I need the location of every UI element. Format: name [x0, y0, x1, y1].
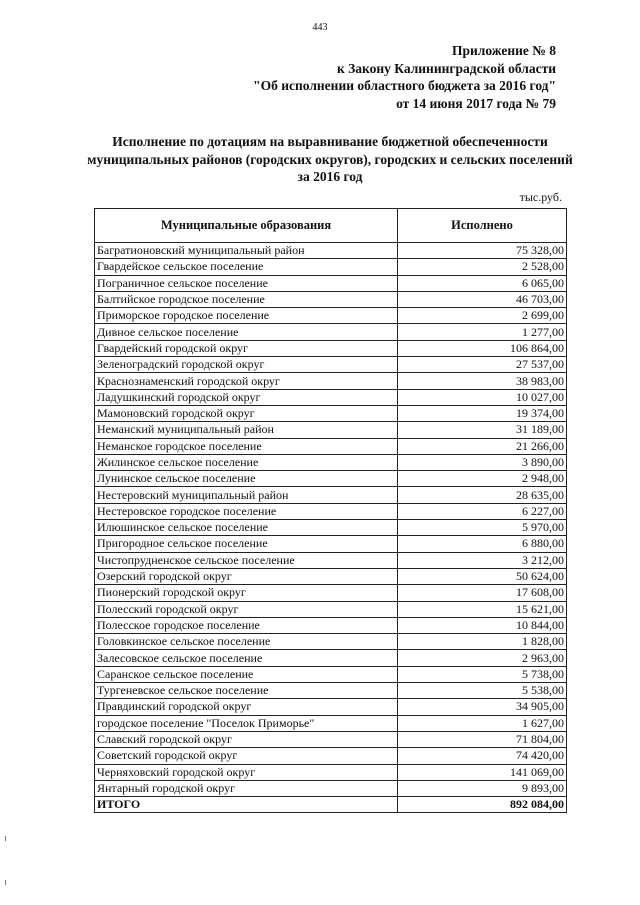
margin-mark	[5, 836, 6, 841]
table-row	[95, 764, 567, 780]
table-row	[95, 340, 567, 356]
municipality-name: Илюшинское сельское поселение	[95, 520, 398, 536]
executed-amount: 75 328,00	[398, 243, 567, 259]
table-row	[95, 438, 567, 454]
municipality-name: Приморское городское поселение	[95, 308, 398, 324]
executed-amount: 1 277,00	[398, 324, 567, 340]
table-row	[95, 405, 567, 421]
table-row	[95, 357, 567, 373]
margin-mark	[5, 880, 6, 885]
executed-amount: 10 844,00	[398, 617, 567, 633]
appendix-law-reference: к Закону Калининградской области	[336, 60, 556, 76]
municipality-name: Славский городской округ	[95, 731, 398, 747]
table-row	[95, 568, 567, 584]
executed-amount: 38 983,00	[398, 373, 567, 389]
table-row	[95, 552, 567, 568]
execution-table	[94, 208, 567, 813]
table-row	[95, 487, 567, 503]
total-row	[95, 797, 567, 813]
municipality-name: Черняховский городской округ	[95, 764, 398, 780]
municipality-name: Краснознаменский городской округ	[95, 373, 398, 389]
executed-amount: 2 699,00	[398, 308, 567, 324]
table-row	[95, 503, 567, 519]
municipality-name: Лунинское сельское поселение	[95, 471, 398, 487]
municipality-name: городское поселение "Поселок Приморье"	[95, 715, 398, 731]
executed-amount: 1 828,00	[398, 634, 567, 650]
executed-amount: 3 212,00	[398, 552, 567, 568]
table-row	[95, 275, 567, 291]
table-row	[95, 601, 567, 617]
executed-amount: 2 528,00	[398, 259, 567, 275]
municipality-name: Жилинское сельское поселение	[95, 454, 398, 470]
table-row	[95, 471, 567, 487]
table-row	[95, 422, 567, 438]
appendix-law-date: от 14 июня 2017 года № 79	[396, 95, 556, 111]
executed-amount: 6 065,00	[398, 275, 567, 291]
executed-amount: 2 948,00	[398, 471, 567, 487]
municipality-name: Зеленоградский городской округ	[95, 357, 398, 373]
table-body	[95, 243, 567, 797]
executed-amount: 71 804,00	[398, 731, 567, 747]
table-row	[95, 699, 567, 715]
executed-amount: 5 738,00	[398, 666, 567, 682]
table-row	[95, 731, 567, 747]
title-line-1: Исполнение по дотациям на выравнивание бюджетной обеспеченности	[112, 134, 548, 149]
units-label: тыс.руб.	[519, 190, 562, 204]
municipality-name: Чистопрудненское сельское поселение	[95, 552, 398, 568]
municipality-name: Головкинское сельское поселение	[95, 634, 398, 650]
table-row	[95, 324, 567, 340]
document-title	[60, 133, 600, 186]
executed-amount: 74 420,00	[398, 748, 567, 764]
header-municipality: Муниципальные образования	[95, 209, 398, 243]
municipality-name: Нестеровское городское поселение	[95, 503, 398, 519]
executed-amount: 15 621,00	[398, 601, 567, 617]
municipality-name: Пограничное сельское поселение	[95, 275, 398, 291]
executed-amount: 28 635,00	[398, 487, 567, 503]
municipality-name: Гвардейский городской округ	[95, 340, 398, 356]
table-row	[95, 748, 567, 764]
table-row	[95, 780, 567, 796]
table-row	[95, 715, 567, 731]
municipality-name: Саранское сельское поселение	[95, 666, 398, 682]
municipality-name: Озерский городской округ	[95, 568, 398, 584]
appendix-header	[253, 42, 556, 112]
municipality-name: Залесовское сельское поселение	[95, 650, 398, 666]
executed-amount: 21 266,00	[398, 438, 567, 454]
executed-amount: 17 608,00	[398, 585, 567, 601]
municipality-name: Неманское городское поселение	[95, 438, 398, 454]
municipality-name: Полесское городское поселение	[95, 617, 398, 633]
municipality-name: Неманский муниципальный район	[95, 422, 398, 438]
municipality-name: Гвардейское сельское поселение	[95, 259, 398, 275]
table-row	[95, 373, 567, 389]
appendix-law-title: "Об исполнении областного бюджета за 2016 год"	[253, 78, 556, 93]
executed-amount: 141 069,00	[398, 764, 567, 780]
executed-amount: 46 703,00	[398, 291, 567, 307]
table-row	[95, 683, 567, 699]
executed-amount: 9 893,00	[398, 780, 567, 796]
executed-amount: 2 963,00	[398, 650, 567, 666]
table-row	[95, 617, 567, 633]
municipality-name: Полесский городской округ	[95, 601, 398, 617]
table-row	[95, 454, 567, 470]
table-row	[95, 389, 567, 405]
municipality-name: Пионерский городской округ	[95, 585, 398, 601]
title-line-3: за 2016 год	[297, 169, 363, 184]
executed-amount: 19 374,00	[398, 405, 567, 421]
table-row	[95, 308, 567, 324]
municipality-name: Пригородное сельское поселение	[95, 536, 398, 552]
executed-amount: 6 880,00	[398, 536, 567, 552]
total-value: 892 084,00	[398, 797, 567, 813]
table-header-row	[95, 209, 567, 243]
executed-amount: 6 227,00	[398, 503, 567, 519]
executed-amount: 1 627,00	[398, 715, 567, 731]
table-row	[95, 650, 567, 666]
executed-amount: 31 189,00	[398, 422, 567, 438]
executed-amount: 5 538,00	[398, 683, 567, 699]
table-row	[95, 243, 567, 259]
table-row	[95, 291, 567, 307]
municipality-name: Ладушкинский городской округ	[95, 389, 398, 405]
executed-amount: 34 905,00	[398, 699, 567, 715]
table-row	[95, 520, 567, 536]
title-line-2: муниципальных районов (городских округов), городских и сельских поселений	[87, 151, 573, 167]
municipality-name: Правдинский городской округ	[95, 699, 398, 715]
municipality-name: Янтарный городской округ	[95, 780, 398, 796]
executed-amount: 5 970,00	[398, 520, 567, 536]
executed-amount: 10 027,00	[398, 389, 567, 405]
table-row	[95, 634, 567, 650]
executed-amount: 3 890,00	[398, 454, 567, 470]
appendix-number: Приложение № 8	[452, 43, 556, 58]
executed-amount: 27 537,00	[398, 357, 567, 373]
total-label: ИТОГО	[95, 797, 398, 813]
municipality-name: Балтийское городское поселение	[95, 291, 398, 307]
table-row	[95, 666, 567, 682]
table-row	[95, 259, 567, 275]
executed-amount: 106 864,00	[398, 340, 567, 356]
table-row	[95, 536, 567, 552]
municipality-name: Багратионовский муниципальный район	[95, 243, 398, 259]
executed-amount: 50 624,00	[398, 568, 567, 584]
municipality-name: Советский городской округ	[95, 748, 398, 764]
municipality-name: Мамоновский городской округ	[95, 405, 398, 421]
municipality-name: Тургеневское сельское поселение	[95, 683, 398, 699]
page-number: 443	[312, 22, 328, 33]
municipality-name: Дивное сельское поселение	[95, 324, 398, 340]
municipality-name: Нестеровский муниципальный район	[95, 487, 398, 503]
table-row	[95, 585, 567, 601]
header-executed: Исполнено	[398, 209, 567, 243]
